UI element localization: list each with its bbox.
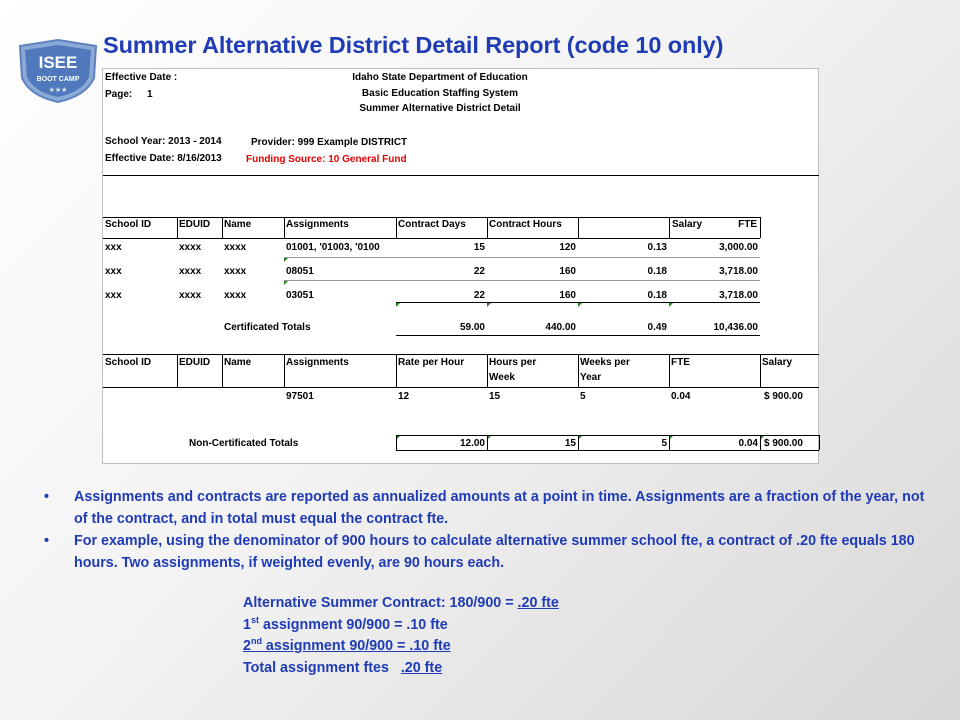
effective-date: Effective Date: 8/16/2013 [105,153,222,164]
col-assignments: Assignments [286,219,349,230]
page-title: Summer Alternative District Detail Report (code 10 only) [103,32,724,58]
svg-text:★★★: ★★★ [48,86,68,94]
section-divider [103,175,819,176]
svg-text:BOOT CAMP: BOOT CAMP [36,76,80,83]
col-assignments: Assignments [286,357,349,368]
col-hours-per-week: Hours per [489,357,537,368]
col-rate-per-hour: Rate per Hour [398,357,465,368]
col-fte: FTE [738,219,757,230]
col-eduid: EDUID [179,357,211,368]
comment-marker [284,258,288,262]
explanation-bullets [40,486,930,574]
col-salary: Salary [762,357,793,368]
comment-marker [284,281,288,285]
school-year: School Year: 2013 - 2014 [105,136,222,147]
svg-text:ISEE: ISEE [38,53,78,72]
col-eduid: EDUID [179,219,211,230]
report-header-agency: Idaho State Department of Education [352,72,528,83]
col-school-id: School ID [105,219,152,230]
assignment-2-line: 2nd assignment 90/900 = .10 fte [243,636,451,654]
total-line: Total assignment ftes .20 fte [243,659,443,676]
col-school-id: School ID [105,357,152,368]
bullet-icon: • [44,489,50,505]
col-name: Name [224,357,252,368]
district-detail-report: Effective Date : Page: 1 Idaho State Department of Education Basic Education Staffing System Summer Alternative District Detail School Year: 2013 - 2014 Provider: 999 Example DISTRICT Effective Date: 8/16/2013 Funding Source: 10 General Fund School ID EDUID Name Assignments Contract Days Contract Hours FTE Salary xxx xxxx xxxx 01001, '01003, '0100 15 120 0.13 3,000.00 xxx xxxx xxxx 08051 22 160 0.18 3,718.00 xxx xxxx xxxx 03051 22 160 0.18 3,718.00 Certificated Totals 59.00 440.00 0.49 10,436.00 School ID EDUID Name Assignments Rate per Hour Hours per Week Weeks per Year FTE Salary 97501 12 15 5 0.04 $ 900.00 Non-Certificated Totals 12.00 15 5 0.04 $ 900.00 [102,68,819,464]
col-salary: Salary [672,219,703,230]
list-item: • Assignments and contracts are reported as annualized amounts at a point in time. Assignments are a fraction of the year, not of the contract, and in total must equal the contract fte. [40,486,930,530]
col-contract-days: Contract Days [398,219,466,230]
page-number: 1 [147,89,153,100]
assignment-1-line: 1st assignment 90/900 = .10 fte [243,614,448,633]
provider: Provider: 999 Example DISTRICT [251,137,408,148]
contract-line: Alternative Summer Contract: 180/900 = .20 fte [243,595,559,611]
report-header-system: Basic Education Staffing System [361,88,519,99]
bullet-icon: • [44,533,50,549]
col-fte: FTE [671,357,690,368]
list-item: • For example, using the denominator of 900 hours to calculate alternative summer school fte, a contract of .20 fte equals 180 hours. Two assignments, if weighted evenly, are 90 hours each. [40,530,930,574]
col-contract-hours: Contract Hours [489,219,562,230]
page-label: Page: [105,89,133,100]
effective-date-label: Effective Date : [105,72,178,83]
col-name: Name [224,219,252,230]
funding-source: Funding Source: 10 General Fund [246,154,407,165]
report-header-title: Summer Alternative District Detail [359,103,521,114]
col-weeks-per-year: Weeks per [580,357,630,368]
fte-calculation [243,593,559,679]
isee-boot-camp-logo [14,38,102,104]
